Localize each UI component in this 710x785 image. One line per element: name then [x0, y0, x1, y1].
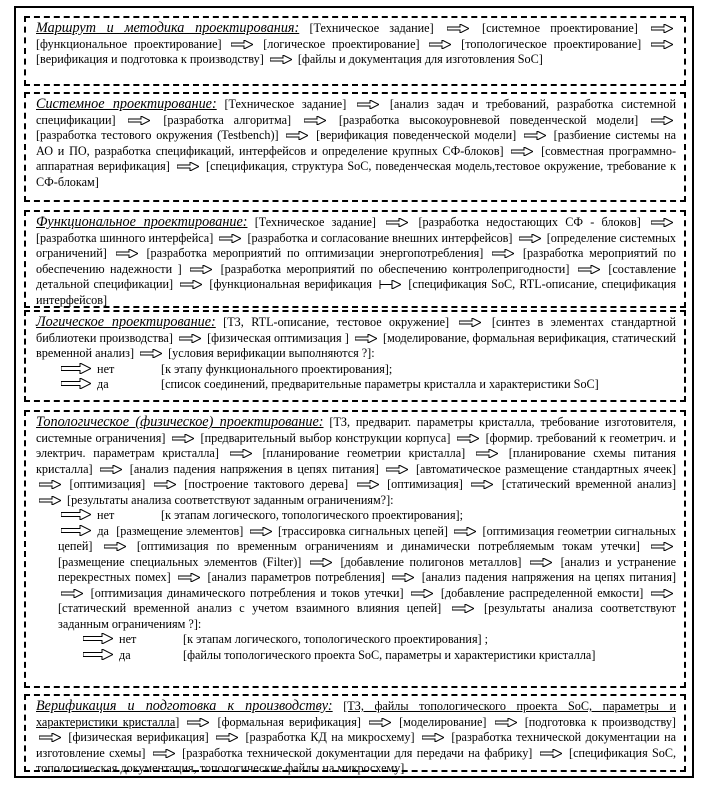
arrow-icon	[422, 733, 444, 742]
segment: [составление детальной спецификации]	[36, 261, 677, 291]
segment: [предварительный выбор конструкции корпуса]	[200, 430, 451, 445]
branch-no-text: [к этапам логического, топологического проектирования] ;	[183, 632, 489, 646]
segment: [разработка недостающих СФ - блоков]	[418, 215, 641, 229]
segment: [анализ и устранение перекрестных помех]	[58, 554, 677, 584]
segment: [оптимизация]	[387, 477, 463, 491]
segment: [ТЗ, файлы топологического проекта SoC, параметры и характеристики кристалла]	[36, 699, 677, 729]
segment: [построение тактового дерева]	[184, 477, 349, 491]
arrow-icon	[154, 480, 176, 489]
arrow-icon	[386, 218, 408, 227]
arrow-icon	[459, 318, 481, 327]
segment: [условия верификации выполняются ?]:	[168, 346, 375, 360]
segment: [статический временной анализ]	[501, 477, 677, 491]
branch-no	[36, 362, 676, 378]
arrow-icon	[304, 116, 326, 125]
segment: [Техническое задание]	[254, 215, 376, 229]
segment: [формальная верификация]	[217, 714, 361, 729]
route-block	[24, 16, 686, 86]
arrow-icon	[357, 100, 379, 109]
functional-design-block	[24, 210, 686, 308]
segment: [ТЗ, RTL-описание, тестовое окружение]	[223, 315, 450, 329]
arrow-icon	[457, 434, 479, 443]
logic-design-title: Логическое проектирование:	[36, 314, 216, 330]
arrow-icon	[172, 434, 194, 443]
segment: [добавление распределенной емкости]	[440, 585, 644, 600]
outer-frame	[14, 6, 694, 778]
segment: [спецификация SoC, RTL-описание, спецификация интерфейсов]	[36, 277, 677, 307]
arrow-icon	[454, 527, 476, 536]
arrow-icon	[411, 589, 433, 598]
branch-no-1	[36, 508, 676, 524]
arrow-icon	[61, 363, 91, 374]
arrow-icon	[178, 573, 200, 582]
segment: [Техническое задание]	[224, 97, 347, 111]
arrow-icon	[355, 334, 377, 343]
arrow-icon	[39, 480, 61, 489]
branch-no-text: [к этапу функционального проектирования];	[161, 361, 393, 376]
bracket-arrow-icon	[379, 280, 401, 289]
arrow-icon	[310, 558, 332, 567]
segment: [разработка технической документации для передачи на фабрику]	[182, 745, 533, 760]
arrow-icon	[39, 496, 61, 505]
topology-design-title: Топологическое (физическое) проектирование:	[36, 414, 324, 430]
branch-yes-label: да	[97, 523, 109, 538]
segment: [функциональная верификация	[209, 277, 373, 291]
functional-design-title: Функциональное проектирование:	[36, 214, 248, 230]
segment: [размещение специальных элементов (Filter)]	[58, 554, 302, 569]
arrow-icon	[651, 218, 673, 227]
branch-yes-text: [файлы топологического проекта SoC, параметры и характеристики кристалла]	[183, 647, 596, 662]
arrow-icon	[61, 525, 91, 536]
arrow-icon	[231, 40, 253, 49]
arrow-icon	[128, 116, 150, 125]
arrow-icon	[216, 733, 238, 742]
segment: [синтез в элементах стандартной библиотеки производства]	[36, 315, 677, 345]
segment: [разработка мероприятий по обеспечению надежности ]	[36, 246, 677, 276]
arrow-icon	[651, 589, 673, 598]
segment: [физическая верификация]	[68, 730, 209, 744]
segment: [разработка технической документации на изготовление схемы]	[36, 730, 677, 760]
route-title: Маршрут и методика проектирования:	[36, 20, 300, 36]
arrow-icon	[190, 265, 212, 274]
arrow-icon	[83, 633, 113, 644]
segment: [анализ параметров потребления]	[207, 570, 385, 584]
arrow-icon	[177, 162, 199, 171]
arrow-icon	[179, 334, 201, 343]
arrow-icon	[578, 265, 600, 274]
segment: [результаты анализа соответствуют заданным ограничениям ?]:	[58, 601, 677, 631]
segment: [логическое проектирование]	[263, 36, 420, 51]
arrow-icon	[270, 55, 292, 64]
segment: [верификация и подготовка к производству]	[36, 52, 264, 66]
segment: [разработка алгоритма]	[163, 112, 292, 127]
arrow-icon	[61, 509, 91, 520]
segment: [формир. требований к геометрич. и электрич. параметрам кристалла]	[36, 430, 676, 460]
arrow-icon	[250, 527, 272, 536]
arrow-icon	[452, 604, 474, 613]
arrow-icon	[153, 749, 175, 758]
verification-title: Верификация и подготовка к производству:	[36, 698, 333, 714]
branch-yes-2	[36, 648, 676, 664]
segment: [анализ падения напряжения на цепях питания]	[421, 570, 677, 584]
topology-design-block	[24, 410, 686, 688]
segment: [разработка высокоуровневой поведенческой модели]	[338, 112, 639, 127]
arrow-icon	[492, 249, 514, 258]
arrow-icon	[519, 234, 541, 243]
branch-yes-text: [список соединений, предварительные параметры кристалла и характеристики SoC]	[161, 377, 599, 391]
arrow-icon	[524, 131, 546, 140]
segment: [трассировка сигнальных цепей]	[277, 523, 448, 538]
branch-yes	[36, 377, 676, 393]
segment: [ТЗ, предварит. параметры кристалла, требование изготовителя, системные ограничения]	[36, 415, 677, 445]
segment: [оптимизация динамического потребления и токов утечки]	[90, 585, 404, 600]
branch-yes-label: да	[119, 647, 131, 662]
segment: [разбиение системы на АО и ПО, разработка спецификаций, интерфейсов и определение крупных СФ-блоков]	[36, 128, 677, 158]
arrow-icon	[429, 40, 451, 49]
segment: [совместная программно-аппаратная верификация]	[36, 143, 677, 173]
branch-no-text: [к этапам логического, топологического проектирования];	[161, 508, 464, 522]
arrow-icon	[471, 480, 493, 489]
branch-no-2	[36, 632, 676, 648]
segment: [верификация поведенческой модели]	[316, 128, 517, 142]
arrow-icon	[447, 24, 469, 33]
segment: [разработка мероприятий по обеспечению контролепригодности]	[220, 261, 570, 276]
arrow-icon	[100, 465, 122, 474]
segment: [физическая оптимизация ]	[207, 330, 349, 345]
arrow-icon	[651, 116, 673, 125]
arrow-icon	[61, 378, 91, 389]
segment: [файлы и документация для изготовления SoC]	[297, 52, 543, 66]
segment: [разработка и согласование внешних интерфейсов]	[247, 230, 513, 245]
arrow-icon	[230, 449, 252, 458]
arrow-icon	[511, 147, 533, 156]
arrow-icon	[180, 280, 202, 289]
arrow-icon	[116, 249, 138, 258]
segment: [системное проектирование]	[482, 21, 638, 35]
segment: [статический временной анализ с учетом взаимного влияния цепей]	[58, 601, 442, 615]
segment: [подготовка к производству]	[524, 714, 676, 729]
segment: [планирование схемы питания кристалла]	[36, 446, 677, 476]
arrow-icon	[61, 589, 83, 598]
segment: [анализ падения напряжения в цепях питания]	[129, 461, 379, 476]
segment: [добавление полигонов металлов]	[340, 554, 522, 569]
arrow-icon	[39, 733, 61, 742]
arrow-icon	[530, 558, 552, 567]
branch-no-label: нет	[97, 508, 115, 522]
segment: [моделирование, формальная верификация, статический временной анализ]	[36, 330, 676, 360]
segment: [Техническое задание]	[309, 21, 434, 35]
arrow-icon	[651, 542, 673, 551]
arrow-icon	[651, 40, 673, 49]
segment: [разработка тестового окружения (Testbench)]	[36, 128, 279, 142]
branch-no-label: нет	[97, 361, 115, 376]
segment: [спецификация, структура SoC, поведенческая модель,тестовое окружение, требование к СФ-блокам]	[36, 159, 676, 189]
arrow-icon	[219, 234, 241, 243]
arrow-icon	[369, 718, 391, 727]
segment: [оптимизация]	[69, 477, 146, 491]
branch-yes-1	[36, 524, 676, 633]
logic-design-block	[24, 310, 686, 402]
branch-no-label: нет	[119, 632, 137, 646]
arrow-icon	[187, 718, 209, 727]
segment: [автоматическое размещение стандартных ячеек]	[415, 461, 677, 476]
arrow-icon	[651, 24, 673, 33]
arrow-icon	[386, 465, 408, 474]
segment: [разработка шинного интерфейса]	[36, 230, 214, 245]
segment: [разработка КД на микросхему]	[245, 730, 415, 744]
segment: [топологическое проектирование]	[461, 36, 642, 51]
segment: [анализ задач и требований, разработка системной спецификации]	[36, 97, 677, 127]
arrow-icon	[104, 542, 126, 551]
arrow-icon	[540, 749, 562, 758]
system-design-title: Системное проектирование:	[36, 96, 217, 112]
segment: [планирование геометрии кристалла]	[262, 446, 466, 460]
arrow-icon	[476, 449, 498, 458]
segment: [разработка мероприятий по оптимизации энергопотребления]	[146, 246, 484, 260]
arrow-icon	[286, 131, 308, 140]
segment: [моделирование]	[399, 714, 487, 729]
segment: [функциональное проектирование]	[36, 36, 222, 51]
segment: [размещение элементов]	[116, 523, 244, 538]
arrow-icon	[392, 573, 414, 582]
arrow-icon	[140, 349, 162, 358]
segment: [оптимизация по временным ограничениям и динамически потребляемым токам утечки]	[136, 539, 640, 553]
verification-block	[24, 694, 686, 775]
segment: [оптимизация геометрии сигнальных цепей]	[58, 523, 677, 553]
segment: [результаты анализа соответствуют заданным ограничениям?]:	[67, 492, 394, 507]
system-design-block	[24, 92, 686, 202]
arrow-icon	[357, 480, 379, 489]
branch-yes-label: да	[97, 377, 109, 391]
arrow-icon	[495, 718, 517, 727]
arrow-icon	[83, 649, 113, 660]
segment: [определение системных ограничений]	[36, 230, 676, 260]
segment: [спецификация SoC, топологическая документация, топологические файлы на микросхему]	[36, 745, 677, 775]
